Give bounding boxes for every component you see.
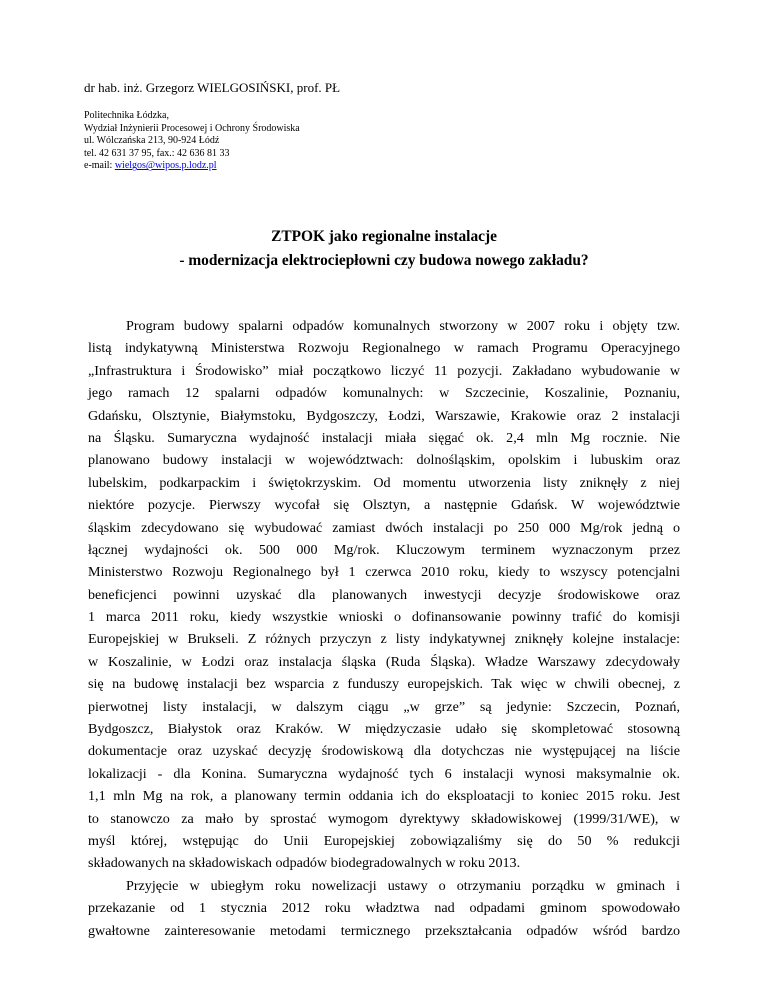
- paragraph-line: Europejskiej w Brukseli. Z różnych przyczyn z listy indykatywnej zniknęły kolejne instalacje:: [88, 631, 680, 648]
- paragraph-line: śląskim zdecydowano się wybudować zamiast dwóch instalacji po 250 000 Mg/rok jedną o: [88, 519, 680, 536]
- paragraph-line: się na budowę instalacji bez wsparcia z funduszy europejskich. Tak więc w chwili obecnej, z: [88, 676, 680, 693]
- paragraph-2: [88, 875, 680, 942]
- paragraph-line: Gdańsku, Olsztynie, Białymstoku, Bydgoszczy, Łodzi, Warszawie, Krakowie oraz 2 instalacji: [88, 407, 680, 424]
- paragraph-line: na Śląsku. Sumaryczna wydajność instalacji miała sięgać ok. 2,4 mln Mg rocznie. Nie: [88, 429, 680, 446]
- paragraph-line: dokumentacje oraz uzyskać decyzję środowiskową dla dotychczas nie występującej na liście: [88, 743, 680, 760]
- affiliation-faculty: Wydział Inżynierii Procesowej i Ochrony Środowiska: [84, 122, 300, 134]
- paragraph-line: łącznej wydajności ok. 500 000 Mg/rok. Kluczowym terminem wyznaczonym przez: [88, 541, 680, 558]
- paragraph-line: planowano budowy instalacji w województwach: dolnośląskim, opolskim i lubuskim oraz: [88, 452, 680, 469]
- body-text: [88, 315, 680, 942]
- paragraph-line: gwałtowne zainteresowanie metodami termicznego przekształcania odpadów wśród bardzo: [88, 922, 680, 939]
- paragraph-1: [88, 315, 680, 875]
- paragraph-line: pierwotnej listy instalacji, w dalszym ciągu „w grze” są jedynie: Szczecin, Poznań,: [88, 698, 680, 715]
- paragraph-line: Bydgoszcz, Białystok oraz Kraków. W międzyczasie udało się skompletować stosowną: [88, 721, 680, 738]
- email-link[interactable]: wielgos@wipos.p.lodz.pl: [114, 160, 217, 172]
- paragraph-line: składowanych na składowiskach odpadów biodegradowalnych w roku 2013.: [88, 855, 521, 872]
- paragraph-line: przekazanie od 1 stycznia 2012 roku władztwa nad odpadami gminom spowodowało: [88, 900, 680, 917]
- paragraph-line: to stanowczo za mało by sprostać wymogom dyrektywy składowiskowej (1999/31/WE), w: [88, 810, 680, 827]
- affiliation-university: Politechnika Łódzka,: [84, 110, 169, 121]
- paragraph-line: 1 marca 2011 roku, kiedy wszystkie wnioski o dofinansowanie powinny trafić do komisji: [88, 609, 680, 626]
- paragraph-line: w Koszalinie, w Łodzi oraz instalacja śląska (Ruda Śląska). Władze Warszawy zdecydowały: [88, 653, 680, 670]
- paragraph-line: lubelskim, podkarpackim i świętokrzyskim. Od momentu utworzenia listy zniknęły z niej: [88, 474, 680, 491]
- author-affiliation: [84, 110, 300, 173]
- paragraph-line: jego ramach 12 spalarni odpadów komunalnych: w Szczecinie, Koszalinie, Poznaniu,: [88, 385, 680, 402]
- affiliation-address: ul. Wólczańska 213, 90-924 Łódź: [84, 135, 220, 147]
- author-name: dr hab. inż. Grzegorz WIELGOSIŃSKI, prof. PŁ: [84, 80, 341, 95]
- paragraph-line: listą indykatywną Ministerstwa Rozwoju Regionalnego w ramach Programu Operacyjnego: [88, 340, 680, 357]
- paragraph-line: Przyjęcie w ubiegłym roku nowelizacji ustawy o otrzymaniu porządku w gminach i: [126, 877, 680, 894]
- affiliation-email: [84, 160, 300, 173]
- paragraph-line: myśl której, wstępując do Unii Europejskiej zobowiązaliśmy się do 50 % redukcji: [88, 832, 680, 849]
- paragraph-line: niektóre pozycje. Pierwszy wycofał się Olsztyn, a następnie Gdańsk. W województwie: [88, 497, 680, 514]
- paragraph-line: „Infrastruktura i Środowisko” miał początkowo liczyć 11 pozycji. Zakładano wybudowanie w: [88, 362, 680, 379]
- paragraph-line: Program budowy spalarni odpadów komunalnych stworzony w 2007 roku i objęty tzw.: [126, 318, 680, 334]
- title-line-2: - modernizacja elektrociepłowni czy budowa nowego zakładu?: [179, 251, 589, 269]
- paragraph-line: beneficjenci powinni uzyskać dla planowanych inwestycji decyzje środowiskowe oraz: [88, 586, 680, 603]
- affiliation-phone: tel. 42 631 37 95, fax.: 42 636 81 33: [84, 147, 230, 159]
- email-label: e-mail:: [84, 160, 115, 172]
- paragraph-line: 1,1 mln Mg na rok, a planowany termin oddania ich do eksploatacji to koniec 2015 roku. Jest: [88, 788, 680, 805]
- paragraph-line: Ministerstwo Rozwoju Regionalnego był 1 czerwca 2010 roku, kiedy to wszyscy potencjalni: [88, 564, 680, 581]
- title-line-1: ZTPOK jako regionalne instalacje: [271, 228, 497, 245]
- document-title: [84, 225, 684, 272]
- paragraph-line: lokalizacji - dla Konina. Sumaryczna wydajność tych 6 instalacji wynosi maksymalnie ok.: [88, 765, 680, 782]
